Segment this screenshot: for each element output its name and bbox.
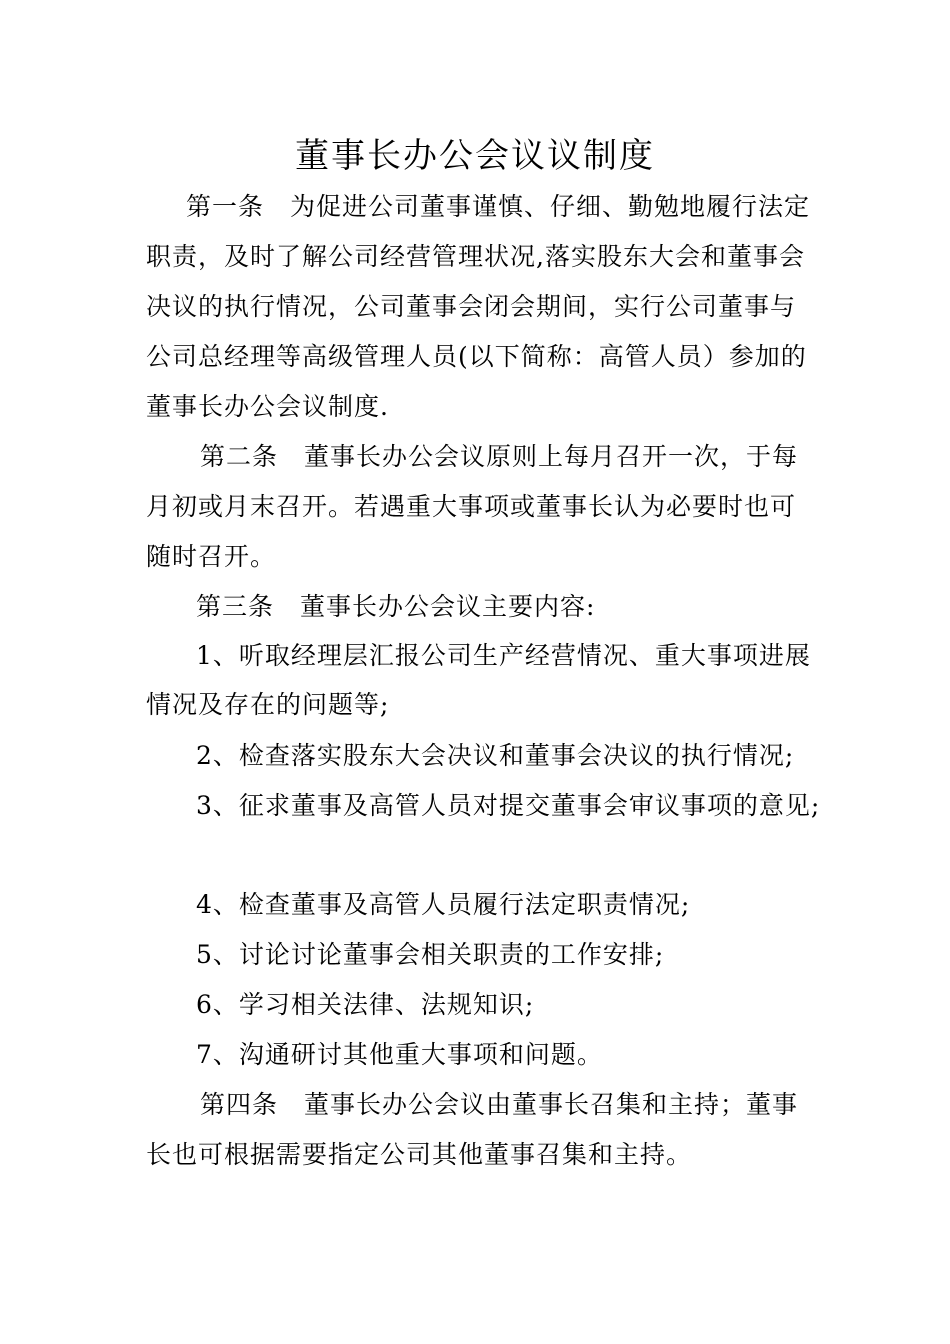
document-title: 董事长办公会议议制度 — [295, 136, 655, 176]
list-item-4: 4、检查董事及高管人员履行法定职责情况; — [196, 890, 691, 919]
article-1-line-1: 第一条 为促进公司董事谨慎、仔细、勤勉地履行法定 — [186, 192, 811, 221]
article-3-heading: 第三条 董事长办公会议主要内容: — [196, 592, 596, 621]
article-2-line-1: 第二条 董事长办公会议原则上每月召开一次，于每 — [200, 442, 799, 471]
list-item-1-line-2: 情况及存在的问题等; — [146, 690, 390, 719]
article-2-line-3: 随时召开。 — [146, 542, 277, 571]
article-1-line-3: 决议的执行情况，公司董事会闭会期间，实行公司董事与 — [146, 292, 797, 321]
list-item-1-line-1: 1、听取经理层汇报公司生产经营情况、重大事项进展 — [196, 641, 811, 670]
article-2-line-2: 月初或月末召开。若遇重大事项或董事长认为必要时也可 — [146, 492, 797, 521]
list-item-3: 3、征求董事及高管人员对提交董事会审议事项的意见; — [196, 791, 821, 820]
list-item-5: 5、讨论讨论董事会相关职责的工作安排; — [196, 940, 665, 969]
article-4-line-1: 第四条 董事长办公会议由董事长召集和主持；董事 — [200, 1090, 799, 1119]
list-item-2: 2、检查落实股东大会决议和董事会决议的执行情况; — [196, 741, 795, 770]
article-1-line-2: 职责，及时了解公司经营管理状况,落实股东大会和董事会 — [146, 242, 805, 271]
article-1-line-5: 董事长办公会议制度. — [146, 392, 389, 421]
list-item-7: 7、沟通研讨其他重大事项和问题。 — [196, 1040, 603, 1069]
list-item-6: 6、学习相关法律、法规知识; — [196, 990, 535, 1019]
article-1-line-4: 公司总经理等高级管理人员(以下简称：高管人员）参加的 — [146, 342, 807, 371]
article-4-line-2: 长也可根据需要指定公司其他董事召集和主持。 — [146, 1140, 693, 1169]
